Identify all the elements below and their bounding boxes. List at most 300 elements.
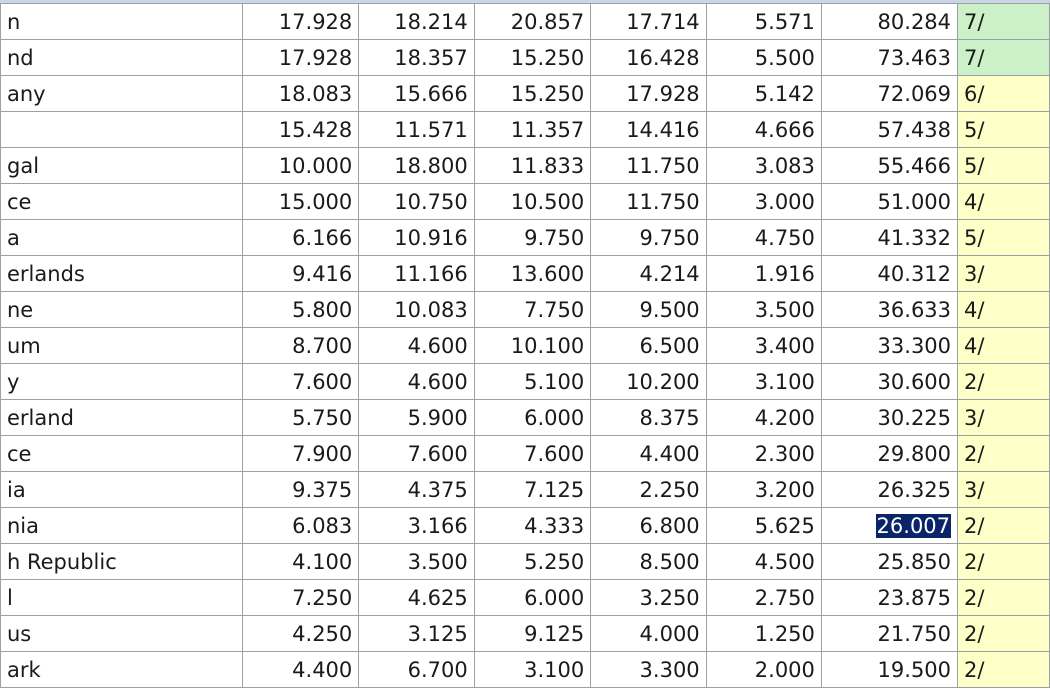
score-value: 10.500 <box>510 189 585 214</box>
score-value: 55.466 <box>877 153 952 178</box>
score-value: 7.750 <box>524 297 585 322</box>
country-name: um <box>7 333 41 358</box>
cell-total[interactable] <box>821 4 957 40</box>
cell-score-v4[interactable] <box>591 616 706 652</box>
score-value: 14.416 <box>626 117 700 142</box>
cell-rank[interactable] <box>958 508 1050 544</box>
cell-score-v3[interactable] <box>474 652 590 688</box>
cell-country[interactable] <box>1 616 243 652</box>
cell-score-v3[interactable] <box>474 580 590 616</box>
cell-score-v4[interactable] <box>591 436 706 472</box>
table-row <box>1 544 1050 580</box>
cell-country[interactable] <box>1 364 243 400</box>
score-value: 2.300 <box>754 441 815 466</box>
cell-score-v3[interactable] <box>474 328 590 364</box>
score-value: 8.700 <box>292 333 353 358</box>
cell-score-v1[interactable] <box>242 580 358 616</box>
score-value: 4.214 <box>639 261 700 286</box>
country-name: us <box>7 621 32 646</box>
cell-score-v3[interactable] <box>474 184 590 220</box>
cell-score-v4[interactable] <box>591 220 706 256</box>
cell-score-v4[interactable] <box>591 4 706 40</box>
score-value: 51.000 <box>877 189 952 214</box>
score-value: 26.007 <box>876 513 951 538</box>
rank-value: 2/ <box>964 585 985 610</box>
rank-value: 4/ <box>964 333 985 358</box>
score-value: 3.500 <box>754 297 815 322</box>
cell-country[interactable] <box>1 436 243 472</box>
score-value: 1.916 <box>754 261 815 286</box>
score-value: 13.600 <box>510 261 585 286</box>
cell-score-v4[interactable] <box>591 328 706 364</box>
cell-score-v4[interactable] <box>591 508 706 544</box>
score-value: 80.284 <box>877 9 952 34</box>
rank-value: 3/ <box>964 477 985 502</box>
score-value: 6.000 <box>524 405 585 430</box>
rank-value: 3/ <box>964 405 985 430</box>
cell-score-v5[interactable] <box>706 112 821 148</box>
table-row <box>1 580 1050 616</box>
score-value: 4.400 <box>292 657 353 682</box>
score-value: 11.357 <box>510 117 585 142</box>
score-value: 16.428 <box>626 45 700 70</box>
table-row <box>1 148 1050 184</box>
cell-score-v5[interactable] <box>706 76 821 112</box>
cell-rank[interactable] <box>958 292 1050 328</box>
score-value: 30.600 <box>877 369 952 394</box>
score-value: 3.300 <box>639 657 700 682</box>
rank-value: 6/ <box>964 81 985 106</box>
score-value: 4.333 <box>524 513 585 538</box>
score-value: 7.600 <box>524 441 585 466</box>
cell-score-v2[interactable] <box>359 400 474 436</box>
cell-score-v1[interactable] <box>242 76 358 112</box>
cell-score-v2[interactable] <box>359 508 474 544</box>
cell-total[interactable] <box>821 328 957 364</box>
cell-score-v4[interactable] <box>591 112 706 148</box>
cell-total[interactable] <box>821 40 957 76</box>
cell-score-v1[interactable] <box>242 616 358 652</box>
cell-score-v5[interactable] <box>706 148 821 184</box>
score-value: 9.125 <box>524 621 585 646</box>
cell-score-v3[interactable] <box>474 76 590 112</box>
score-value: 18.357 <box>394 45 468 70</box>
rank-value: 2/ <box>964 441 985 466</box>
cell-score-v5[interactable] <box>706 580 821 616</box>
table-row <box>1 40 1050 76</box>
table-row <box>1 4 1050 40</box>
table-row <box>1 76 1050 112</box>
score-value: 7.600 <box>292 369 353 394</box>
score-value: 29.800 <box>877 441 952 466</box>
table-row <box>1 616 1050 652</box>
cell-total[interactable] <box>821 364 957 400</box>
cell-rank[interactable] <box>958 328 1050 364</box>
score-value: 15.250 <box>510 45 585 70</box>
score-value: 40.312 <box>877 261 952 286</box>
score-value: 4.500 <box>754 549 815 574</box>
cell-total[interactable] <box>821 148 957 184</box>
cell-country[interactable] <box>1 580 243 616</box>
cell-score-v5[interactable] <box>706 220 821 256</box>
country-name: nd <box>7 45 34 70</box>
score-value: 3.000 <box>754 189 815 214</box>
score-value: 4.750 <box>754 225 815 250</box>
score-value: 7.250 <box>292 585 353 610</box>
table-row <box>1 112 1050 148</box>
table-row <box>1 256 1050 292</box>
cell-total[interactable] <box>821 580 957 616</box>
cell-score-v1[interactable] <box>242 292 358 328</box>
country-name: a <box>7 225 20 250</box>
cell-country[interactable] <box>1 652 243 688</box>
cell-country[interactable] <box>1 292 243 328</box>
cell-rank[interactable] <box>958 40 1050 76</box>
score-value: 10.000 <box>278 153 353 178</box>
cell-rank[interactable] <box>958 544 1050 580</box>
score-value: 10.200 <box>626 369 700 394</box>
score-value: 17.928 <box>626 81 700 106</box>
score-value: 4.400 <box>639 441 700 466</box>
score-value: 2.750 <box>754 585 815 610</box>
score-value: 72.069 <box>877 81 952 106</box>
scores-table <box>0 3 1050 688</box>
cell-rank[interactable] <box>958 220 1050 256</box>
cell-total[interactable] <box>821 400 957 436</box>
score-value: 2.250 <box>639 477 700 502</box>
cell-score-v5[interactable] <box>706 292 821 328</box>
score-value: 1.250 <box>754 621 815 646</box>
cell-score-v2[interactable] <box>359 220 474 256</box>
cell-score-v1[interactable] <box>242 544 358 580</box>
score-value: 5.142 <box>754 81 815 106</box>
score-value: 5.500 <box>754 45 815 70</box>
cell-score-v5[interactable] <box>706 472 821 508</box>
cell-score-v3[interactable] <box>474 112 590 148</box>
cell-score-v2[interactable] <box>359 472 474 508</box>
score-value: 6.800 <box>639 513 700 538</box>
cell-score-v2[interactable] <box>359 40 474 76</box>
country-name: h Republic <box>7 549 117 574</box>
score-value: 5.250 <box>524 549 585 574</box>
score-value: 17.714 <box>626 9 700 34</box>
score-value: 4.375 <box>407 477 468 502</box>
cell-score-v2[interactable] <box>359 4 474 40</box>
cell-country[interactable] <box>1 148 243 184</box>
cell-score-v4[interactable] <box>591 292 706 328</box>
cell-score-v5[interactable] <box>706 616 821 652</box>
cell-score-v2[interactable] <box>359 184 474 220</box>
cell-score-v1[interactable] <box>242 436 358 472</box>
table-row <box>1 472 1050 508</box>
cell-total[interactable] <box>821 184 957 220</box>
country-name: ne <box>7 297 34 322</box>
cell-score-v1[interactable] <box>242 220 358 256</box>
score-value: 20.857 <box>510 9 585 34</box>
score-value: 30.225 <box>877 405 952 430</box>
cell-score-v3[interactable] <box>474 292 590 328</box>
cell-score-v4[interactable] <box>591 652 706 688</box>
table-row <box>1 652 1050 688</box>
cell-score-v1[interactable] <box>242 328 358 364</box>
rank-value: 2/ <box>964 657 985 682</box>
cell-score-v3[interactable] <box>474 364 590 400</box>
score-value: 3.500 <box>407 549 468 574</box>
score-value: 4.600 <box>407 333 468 358</box>
score-value: 7.125 <box>524 477 585 502</box>
cell-total[interactable] <box>821 256 957 292</box>
cell-total[interactable] <box>821 220 957 256</box>
cell-score-v4[interactable] <box>591 580 706 616</box>
cell-rank[interactable] <box>958 4 1050 40</box>
cell-score-v3[interactable] <box>474 40 590 76</box>
country-name: erlands <box>7 261 85 286</box>
cell-score-v2[interactable] <box>359 256 474 292</box>
cell-score-v5[interactable] <box>706 40 821 76</box>
cell-score-v5[interactable] <box>706 328 821 364</box>
cell-country[interactable] <box>1 472 243 508</box>
cell-score-v4[interactable] <box>591 364 706 400</box>
score-value: 3.200 <box>754 477 815 502</box>
score-value: 73.463 <box>877 45 952 70</box>
table-row <box>1 292 1050 328</box>
country-name: n <box>7 9 21 34</box>
score-value: 18.083 <box>278 81 353 106</box>
cell-rank[interactable] <box>958 76 1050 112</box>
cell-score-v3[interactable] <box>474 220 590 256</box>
cell-score-v2[interactable] <box>359 616 474 652</box>
rank-value: 7/ <box>964 9 985 34</box>
cell-score-v3[interactable] <box>474 256 590 292</box>
score-value: 11.166 <box>394 261 468 286</box>
cell-score-v3[interactable] <box>474 4 590 40</box>
country-name: ia <box>7 477 26 502</box>
cell-rank[interactable] <box>958 364 1050 400</box>
cell-score-v4[interactable] <box>591 544 706 580</box>
cell-rank[interactable] <box>958 400 1050 436</box>
cell-country[interactable] <box>1 4 243 40</box>
cell-score-v3[interactable] <box>474 400 590 436</box>
cell-score-v3[interactable] <box>474 616 590 652</box>
cell-rank[interactable] <box>958 256 1050 292</box>
cell-score-v1[interactable] <box>242 40 358 76</box>
score-value: 7.900 <box>292 441 353 466</box>
cell-score-v5[interactable] <box>706 4 821 40</box>
score-value: 18.214 <box>394 9 468 34</box>
score-value: 6.166 <box>292 225 353 250</box>
cell-score-v2[interactable] <box>359 292 474 328</box>
cell-score-v1[interactable] <box>242 400 358 436</box>
cell-rank[interactable] <box>958 652 1050 688</box>
cell-country[interactable] <box>1 328 243 364</box>
selected-cell[interactable] <box>821 508 957 544</box>
cell-rank[interactable] <box>958 148 1050 184</box>
cell-rank[interactable] <box>958 184 1050 220</box>
cell-total[interactable] <box>821 112 957 148</box>
score-value: 9.750 <box>524 225 585 250</box>
score-value: 10.083 <box>394 297 468 322</box>
score-value: 23.875 <box>877 585 952 610</box>
score-value: 6.083 <box>292 513 353 538</box>
score-value: 8.500 <box>639 549 700 574</box>
score-value: 11.750 <box>626 153 700 178</box>
cell-score-v2[interactable] <box>359 436 474 472</box>
cell-rank[interactable] <box>958 436 1050 472</box>
cell-total[interactable] <box>821 76 957 112</box>
score-value: 2.000 <box>754 657 815 682</box>
score-value: 17.928 <box>278 9 353 34</box>
cell-score-v5[interactable] <box>706 508 821 544</box>
rank-value: 2/ <box>964 513 985 538</box>
cell-rank[interactable] <box>958 472 1050 508</box>
cell-score-v4[interactable] <box>591 40 706 76</box>
table-row <box>1 400 1050 436</box>
cell-score-v1[interactable] <box>242 184 358 220</box>
score-value: 11.750 <box>626 189 700 214</box>
cell-score-v5[interactable] <box>706 364 821 400</box>
cell-score-v1[interactable] <box>242 148 358 184</box>
cell-rank[interactable] <box>958 580 1050 616</box>
table-row <box>1 220 1050 256</box>
score-value: 3.166 <box>407 513 468 538</box>
score-value: 5.800 <box>292 297 353 322</box>
cell-score-v2[interactable] <box>359 544 474 580</box>
cell-country[interactable] <box>1 400 243 436</box>
cell-score-v5[interactable] <box>706 184 821 220</box>
cell-score-v5[interactable] <box>706 436 821 472</box>
country-name: ce <box>7 189 32 214</box>
cell-score-v1[interactable] <box>242 652 358 688</box>
cell-score-v4[interactable] <box>591 184 706 220</box>
cell-score-v2[interactable] <box>359 364 474 400</box>
score-value: 10.100 <box>510 333 585 358</box>
cell-score-v1[interactable] <box>242 508 358 544</box>
score-value: 11.833 <box>510 153 585 178</box>
score-value: 15.250 <box>510 81 585 106</box>
cell-country[interactable] <box>1 76 243 112</box>
score-value: 3.100 <box>524 657 585 682</box>
cell-rank[interactable] <box>958 616 1050 652</box>
cell-score-v5[interactable] <box>706 400 821 436</box>
cell-score-v4[interactable] <box>591 472 706 508</box>
score-value: 25.850 <box>877 549 952 574</box>
score-value: 6.000 <box>524 585 585 610</box>
cell-country[interactable] <box>1 112 243 148</box>
cell-score-v3[interactable] <box>474 472 590 508</box>
cell-score-v1[interactable] <box>242 256 358 292</box>
score-value: 8.375 <box>639 405 700 430</box>
score-value: 5.100 <box>524 369 585 394</box>
rank-value: 2/ <box>964 621 985 646</box>
score-value: 9.500 <box>639 297 700 322</box>
cell-score-v1[interactable] <box>242 112 358 148</box>
table-row <box>1 184 1050 220</box>
score-value: 5.571 <box>754 9 815 34</box>
cell-score-v5[interactable] <box>706 544 821 580</box>
cell-total[interactable] <box>821 616 957 652</box>
country-name: erland <box>7 405 74 430</box>
table-row <box>1 364 1050 400</box>
cell-score-v4[interactable] <box>591 400 706 436</box>
cell-score-v4[interactable] <box>591 256 706 292</box>
score-value: 33.300 <box>877 333 952 358</box>
score-value: 4.200 <box>754 405 815 430</box>
cell-total[interactable] <box>821 292 957 328</box>
rank-value: 7/ <box>964 45 985 70</box>
cell-score-v1[interactable] <box>242 4 358 40</box>
cell-country[interactable] <box>1 508 243 544</box>
country-name: l <box>7 585 13 610</box>
cell-total[interactable] <box>821 652 957 688</box>
score-value: 4.100 <box>292 549 353 574</box>
score-value: 10.750 <box>394 189 468 214</box>
rank-value: 2/ <box>964 369 985 394</box>
cell-score-v2[interactable] <box>359 328 474 364</box>
cell-score-v5[interactable] <box>706 652 821 688</box>
cell-country[interactable] <box>1 256 243 292</box>
table-row <box>1 328 1050 364</box>
rank-value: 4/ <box>964 189 985 214</box>
cell-score-v2[interactable] <box>359 148 474 184</box>
score-value: 5.900 <box>407 405 468 430</box>
cell-score-v5[interactable] <box>706 256 821 292</box>
score-value: 4.625 <box>407 585 468 610</box>
score-value: 3.125 <box>407 621 468 646</box>
cell-rank[interactable] <box>958 112 1050 148</box>
cell-score-v1[interactable] <box>242 472 358 508</box>
score-value: 11.571 <box>394 117 468 142</box>
cell-score-v2[interactable] <box>359 652 474 688</box>
score-value: 3.250 <box>639 585 700 610</box>
cell-score-v3[interactable] <box>474 436 590 472</box>
cell-score-v3[interactable] <box>474 508 590 544</box>
cell-total[interactable] <box>821 436 957 472</box>
score-value: 7.600 <box>407 441 468 466</box>
score-value: 4.250 <box>292 621 353 646</box>
score-value: 5.625 <box>754 513 815 538</box>
cell-score-v2[interactable] <box>359 76 474 112</box>
score-value: 21.750 <box>877 621 952 646</box>
cell-score-v4[interactable] <box>591 76 706 112</box>
score-value: 41.332 <box>877 225 952 250</box>
cell-country[interactable] <box>1 40 243 76</box>
cell-total[interactable] <box>821 472 957 508</box>
score-value: 4.600 <box>407 369 468 394</box>
score-value: 3.100 <box>754 369 815 394</box>
score-value: 9.375 <box>292 477 353 502</box>
cell-score-v1[interactable] <box>242 364 358 400</box>
table-row <box>1 508 1050 544</box>
score-value: 19.500 <box>877 657 952 682</box>
country-name: y <box>7 369 20 394</box>
score-value: 9.750 <box>639 225 700 250</box>
cell-country[interactable] <box>1 184 243 220</box>
score-value: 4.666 <box>754 117 815 142</box>
cell-score-v3[interactable] <box>474 544 590 580</box>
score-value: 17.928 <box>278 45 353 70</box>
score-value: 15.000 <box>278 189 353 214</box>
score-value: 36.633 <box>877 297 952 322</box>
cell-score-v3[interactable] <box>474 148 590 184</box>
cell-country[interactable] <box>1 544 243 580</box>
cell-score-v4[interactable] <box>591 148 706 184</box>
country-name: ce <box>7 441 32 466</box>
cell-country[interactable] <box>1 220 243 256</box>
cell-total[interactable] <box>821 544 957 580</box>
cell-score-v2[interactable] <box>359 580 474 616</box>
country-name: ark <box>7 657 41 682</box>
cell-score-v2[interactable] <box>359 112 474 148</box>
